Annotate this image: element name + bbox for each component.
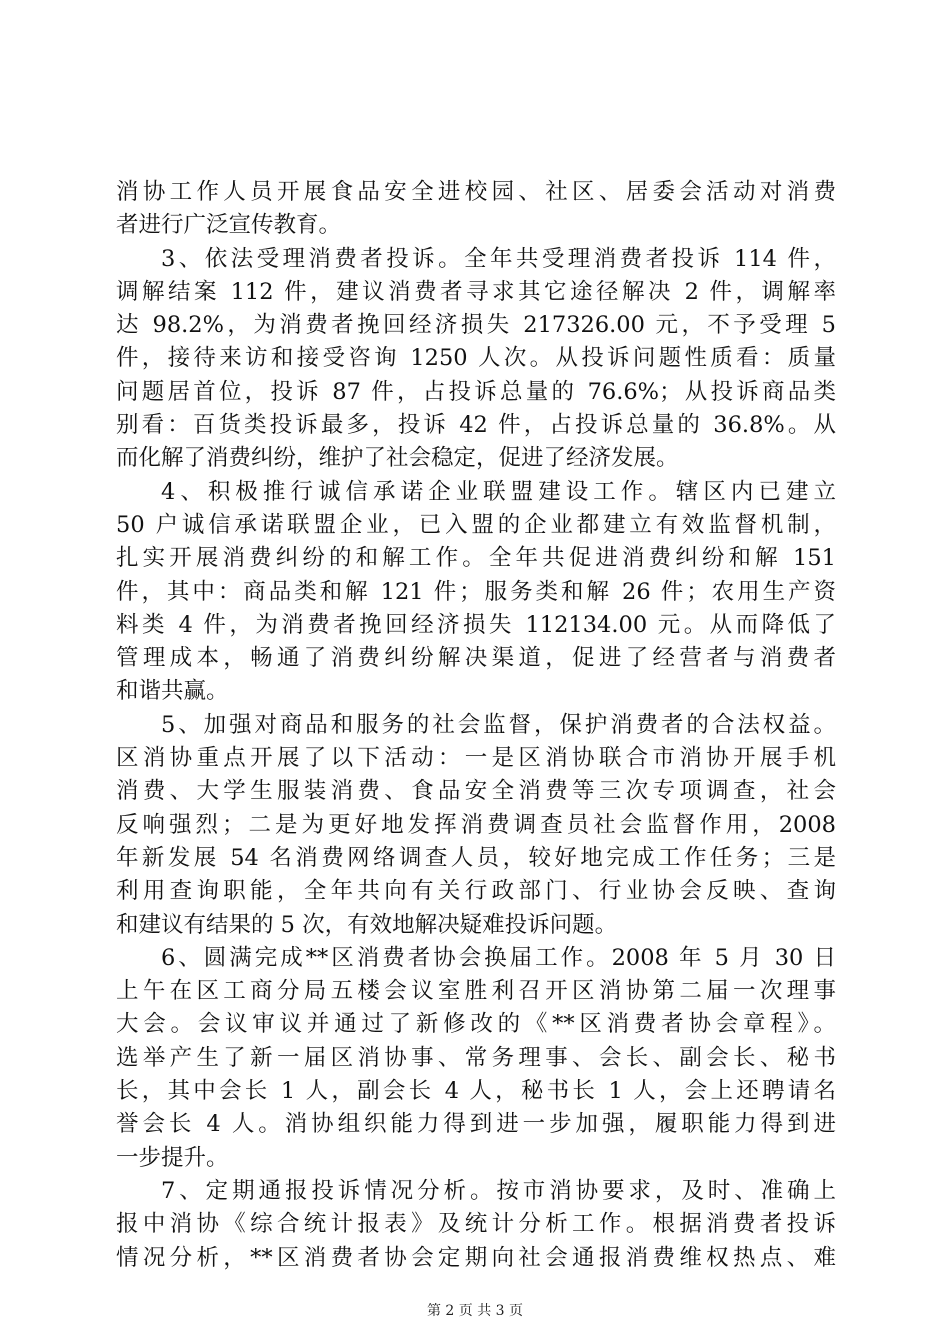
text-line: 50 户诚信承诺联盟企业，已入盟的企业都建立有效监督机制， [116,511,836,538]
text-line: 大会。会议审议并通过了新修改的《**区消费者协会章程》。 [116,1011,836,1038]
text-line: 区消协重点开展了以下活动：一是区消协联合市消协开展手机 [116,745,836,772]
text-line: 5、加强对商品和服务的社会监督，保护消费者的合法权益。 [161,711,836,738]
text-line: 调解结案 112 件，建议消费者寻求其它途径解决 2 件，调解率 [116,278,836,305]
text-line: 6、圆满完成**区消费者协会换届工作。2008 年 5 月 30 日 [161,944,836,971]
text-line: 报中消协《综合统计报表》及统计分析工作。根据消费者投诉 [116,1211,836,1238]
text-line: 誉会长 4 人。消协组织能力得到进一步加强，履职能力得到进 [116,1111,836,1138]
body-text [116,176,836,1275]
text-line: 料类 4 件，为消费者挽回经济损失 112134.00 元。从而降低了 [116,611,836,638]
text-line: 和谐共赢。 [116,678,229,705]
text-line: 反响强烈；二是为更好地发挥消费调查员社会监督作用，2008 [116,811,836,838]
text-line: 件，其中：商品类和解 121 件；服务类和解 26 件；农用生产资 [116,578,836,605]
text-line: 和建议有结果的 5 次，有效地解决疑难投诉问题。 [116,911,618,938]
text-line: 者进行广泛宣传教育。 [116,212,342,239]
text-line: 7、定期通报投诉情况分析。按市消协要求，及时、准确上 [161,1177,836,1204]
text-line: 件，接待来访和接受咨询 1250 人次。从投诉问题性质看：质量 [116,345,836,372]
text-line: 管理成本，畅通了消费纠纷解决渠道，促进了经营者与消费者 [116,645,836,672]
text-line: 扎实开展消费纠纷的和解工作。全年共促进消费纠纷和解 151 [116,545,836,572]
text-line: 年新发展 54 名消费网络调查人员，较好地完成工作任务；三是 [116,844,836,871]
text-line: 利用查询职能，全年共向有关行政部门、行业协会反映、查询 [116,878,836,905]
text-line: 3、依法受理消费者投诉。全年共受理消费者投诉 114 件， [161,245,836,272]
page-footer: 第 2 页 共 3 页 [426,1303,524,1319]
text-line: 长，其中会长 1 人，副会长 4 人，秘书长 1 人，会上还聘请名 [116,1078,836,1105]
text-line: 而化解了消费纠纷，维护了社会稳定，促进了经济发展。 [116,445,679,472]
text-line: 上午在区工商分局五楼会议室胜利召开区消协第二届一次理事 [116,978,836,1005]
text-line: 消协工作人员开展食品安全进校园、社区、居委会活动对消费 [116,179,836,205]
text-line: 选举产生了新一届区消协事、常务理事、会长、副会长、秘书 [116,1044,836,1071]
text-line: 情况分析，**区消费者协会定期向社会通报消费维权热点、难 [116,1244,836,1271]
text-line: 4、积极推行诚信承诺企业联盟建设工作。辖区内已建立 [161,478,836,505]
text-line: 问题居首位，投诉 87 件，占投诉总量的 76.6%；从投诉商品类 [116,378,836,405]
text-line: 别看：百货类投诉最多，投诉 42 件，占投诉总量的 36.8%。从 [116,412,836,439]
text-line: 消费、大学生服装消费、食品安全消费等三次专项调查，社会 [116,778,836,805]
text-line: 达 98.2%，为消费者挽回经济损失 217326.00 元，不予受理 5 [116,312,836,339]
text-line: 一步提升。 [116,1144,229,1171]
